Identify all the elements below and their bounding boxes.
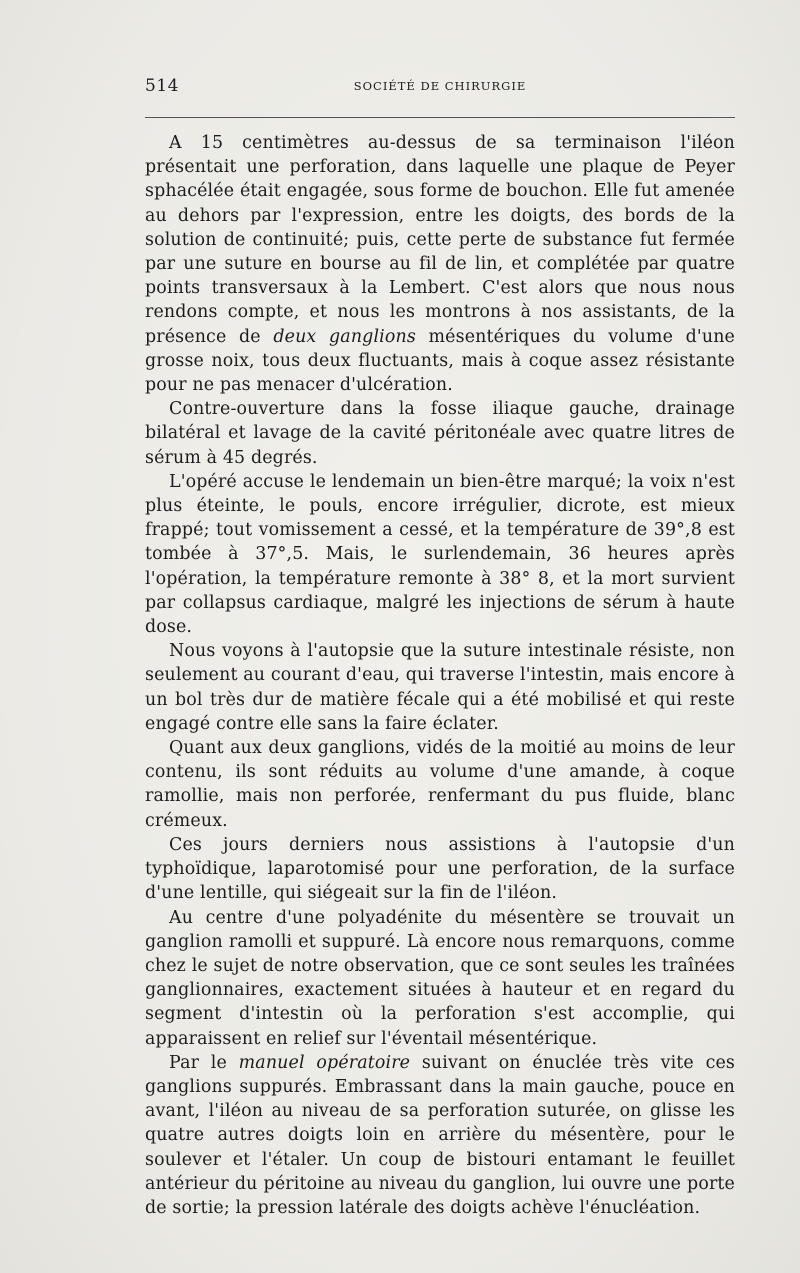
running-head: SOCIÉTÉ DE CHIRURGIE <box>353 79 527 93</box>
paragraph-2: Contre-ouverture dans la fosse iliaque gauche, drainage bilatéral et lavage de la cavité péritonéale avec quatre litres de sérum à 45 degrés. <box>145 399 735 468</box>
paragraph-1: A 15 centimètres au-dessus de sa terminaison l'iléon présentait une perforation, dans laquelle une plaque de Peyer sphacélée était engagée, sous forme de bouchon. Elle fut amenée au dehors par l'expression, entre les doigts, des bords de la solution de continuité; puis, cette perte de substance fut fermée par une suture en bourse au fil de lin, et complétée par quatre points transversaux à la Lembert. C'est alors que nous nous rendons compte, et nous les montrons à nos assistants, de la présence de deux ganglions mésentériques du volume d'une grosse noix, tous deux fluctuants, mais à coque assez résistante pour ne pas menacer d'ulcération. <box>145 133 735 396</box>
paragraph-6: Ces jours derniers nous assistions à l'autopsie d'un typhoïdique, laparotomisé pour une perforation, de la surface d'une lentille, qui siégeait sur la fin de l'iléon. <box>145 834 735 904</box>
paragraph-3: L'opéré accuse le lendemain un bien-être marqué; la voix n'est plus éteinte, le pouls, encore irrégulier, dicrote, est mieux frappé; tout vomissement a cessé, et la température de 39°,8 est tombée à 37°,5. Mais, le surlendemain, 36 heures après l'opération, la température remonte à 38° 8, et la mort survient par collapsus cardiaque, malgré les injections de sérum à haute dose. <box>145 471 735 638</box>
italic-manuel-operatoire: manuel opératoire <box>238 1052 411 1073</box>
page-number: 514 <box>145 76 179 96</box>
header-rule <box>145 117 735 118</box>
page-header <box>145 76 735 100</box>
paragraph-5: Quant aux deux ganglions, vidés de la moitié au moins de leur contenu, ils sont réduits au volume d'une amande, à coque ramollie, mais non perforée, renfermant du pus fluide, blanc crémeux. <box>145 738 735 831</box>
paragraph-4: Nous voyons à l'autopsie que la suture intestinale résiste, non seulement au courant d'eau, qui traverse l'intestin, mais encore à un bol très dur de matière fécale qui a été mobilisé et qui reste engagé contre elle sans la faire éclater. <box>145 641 735 734</box>
italic-deux-ganglions: deux ganglions <box>273 326 416 347</box>
paragraph-7: Au centre d'une polyadénite du mésentère se trouvait un ganglion ramolli et suppuré. Là encore nous remarquons, comme chez le sujet de notre observation, que ce sont seules les traînées ganglionnaires, exactement situées à hauteur et en regard du segment d'intestin où la perforation s'est accomplie, qui apparaissent en relief sur l'éventail mésentérique. <box>145 907 735 1049</box>
paragraph-8: Par le manuel opératoire suivant on énuclée très vite ces ganglions suppurés. Embrassant dans la main gauche, pouce en avant, l'iléon au niveau de sa perforation suturée, on glisse les quatre autres doigts loin en arrière du mésentère, pour le soulever et l'étaler. Un coup de bistouri entamant le feuillet antérieur du péritoine au niveau du ganglion, lui ouvre une porte de sortie; la pression latérale des doigts achève l'énucléation. <box>145 1052 736 1218</box>
body-text <box>145 131 735 1220</box>
